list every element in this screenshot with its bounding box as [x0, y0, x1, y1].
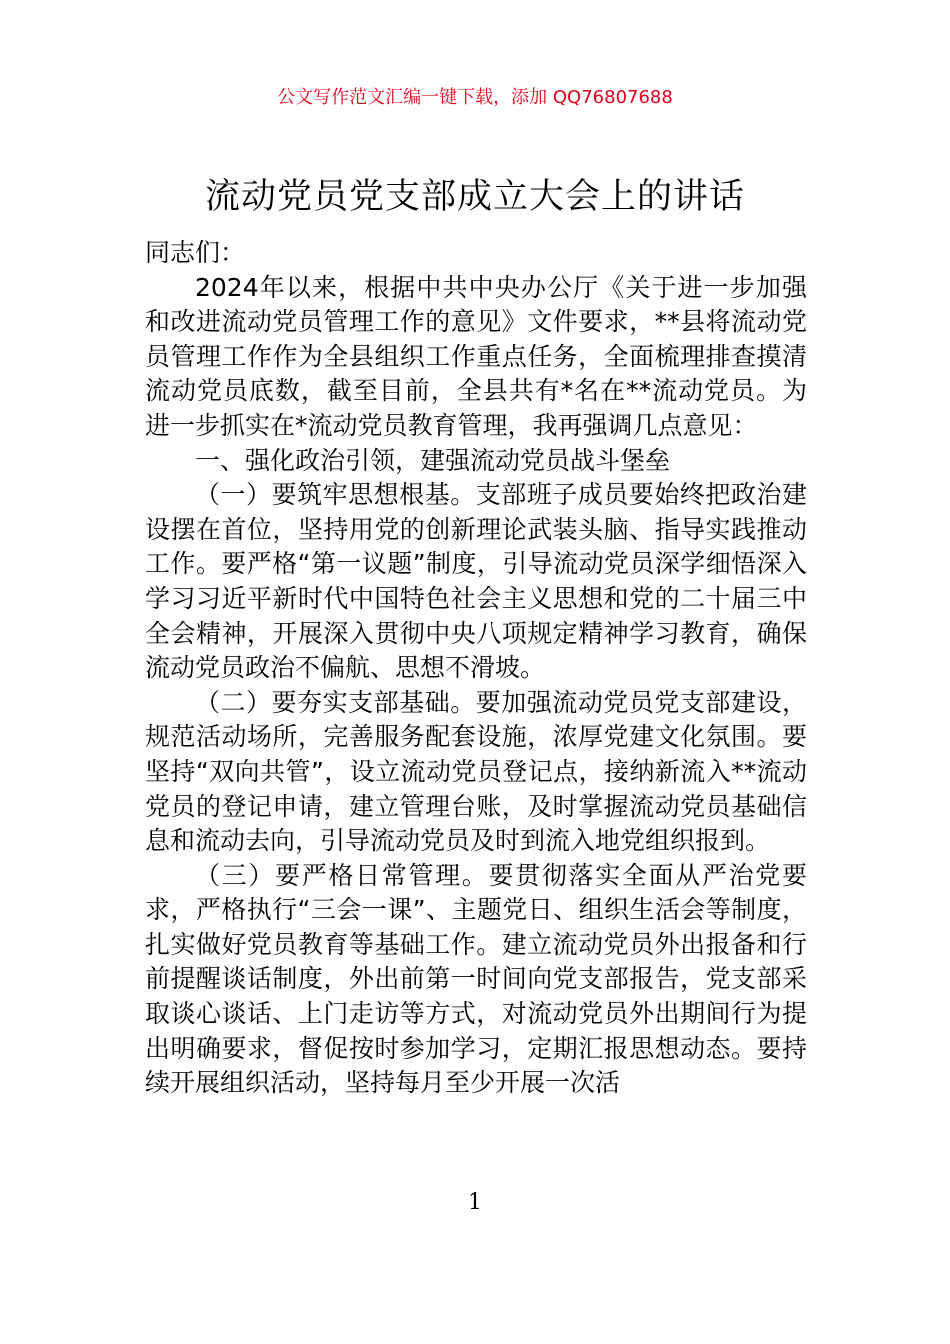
page-number: 1: [468, 1190, 482, 1215]
document-title: 流动党员党支部成立大会上的讲话: [204, 177, 745, 217]
document-body: [145, 236, 807, 1101]
section-heading-1: 一、强化政治引领，建强流动党员战斗堡垒: [195, 445, 671, 475]
paragraph-item-1: （一）要筑牢思想根基。支部班子成员要始终把政治建设摆在首位，坚持用党的创新理论武装头脑、指导实践推动工作。要严格“第一议题”制度，引导流动党员深学细悟深入学习习近平新时代中国特色社会主义思想和党的二十届三中全会精神，开展深入贯彻中央八项规定精神学习教育，确保流动党员政治不偏航、思想不滑坡。: [145, 480, 807, 683]
paragraph-item-3: （三）要严格日常管理。要贯彻落实全面从严治党要求，严格执行“三会一课”、主题党日、组织生活会等制度，扎实做好党员教育等基础工作。建立流动党员外出报备和行前提醒谈话制度，外出前第一时间向党支部报告，党支部采取谈心谈话、上门走访等方式，对流动党员外出期间行为提出明确要求，督促按时参加学习，定期汇报思想动态。要持续开展组织活动，坚持每月至少开展一次活: [145, 860, 807, 1098]
download-banner: 公文写作范文汇编一键下载，添加 QQ76807688: [277, 87, 673, 108]
paragraph-intro: 2024年以来，根据中共中央办公厅《关于进一步加强和改进流动党员管理工作的意见》文件要求，**县将流动党员管理工作作为全县组织工作重点任务，全面梳理排查摸清流动党员底数，截至目前，全县共有*名在**流动党员。为进一步抓实在*流动党员教育管理，我再强调几点意见：: [145, 272, 807, 440]
paragraph-item-2: （二）要夯实支部基础。要加强流动党员党支部建设，规范活动场所，完善服务配套设施，浓厚党建文化氛围。要坚持“双向共管”，设立流动党员登记点，接纳新流入**流动党员的登记申请，建立管理台账，及时掌握流动党员基础信息和流动去向，引导流动党员及时到流入地党组织报到。: [145, 687, 807, 856]
salutation: 同志们：: [145, 238, 246, 267]
